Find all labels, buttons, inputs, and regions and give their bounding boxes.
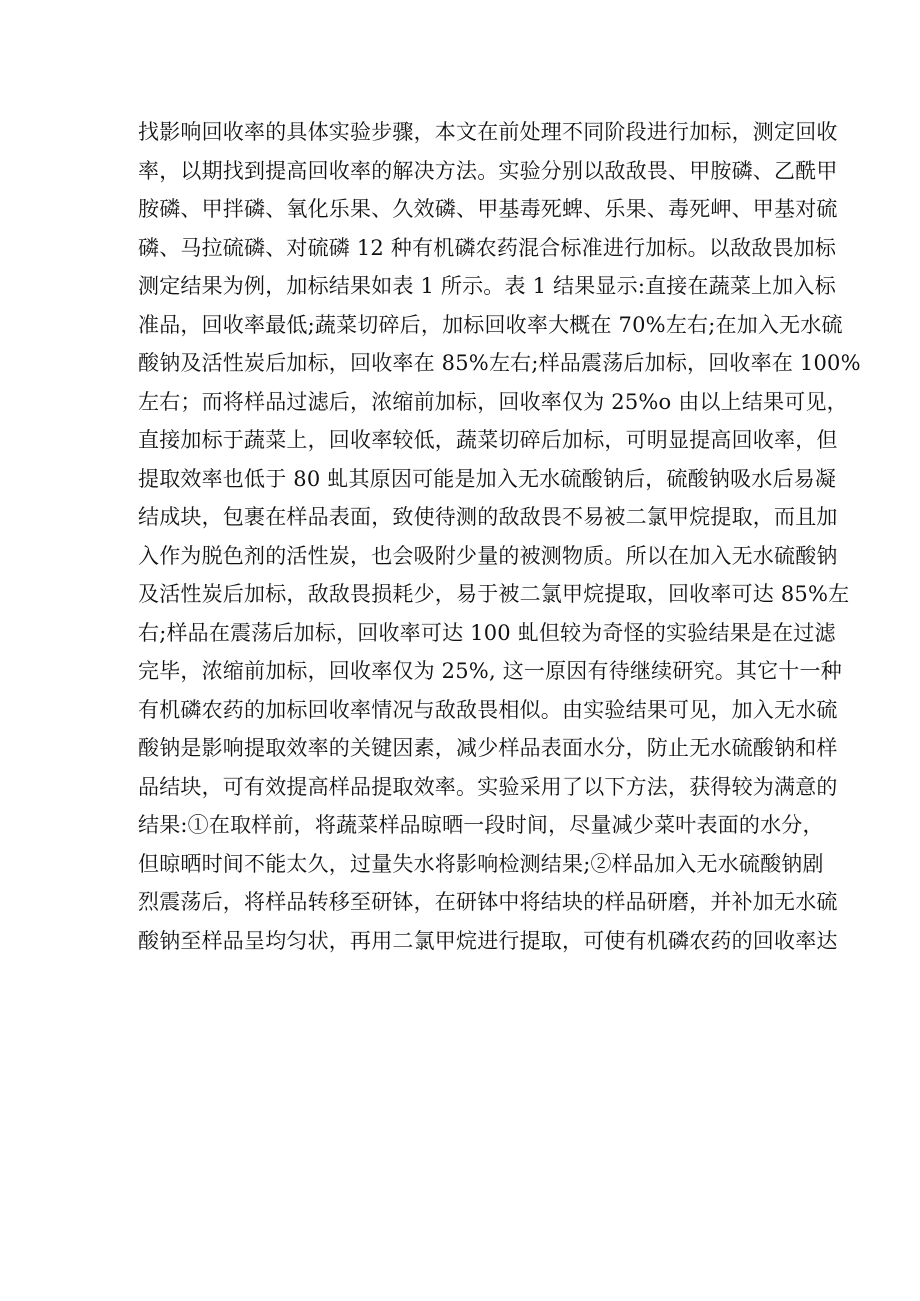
body-paragraph [138,113,861,960]
text-line: 磷、马拉硫磷、对硫磷 12 种有机磷农药混合标准进行加标。以敌敌畏加标 [138,235,837,260]
text-line: 酸钠及活性炭后加标，回收率在 85%左右;样品震荡后加标，回收率在 100% [138,351,861,375]
text-line: 及活性炭后加标，敌敌畏损耗少，易于被二氯甲烷提取，回收率可达 85%左 [138,582,850,606]
text-line: 品结块，可有效提高样品提取效率。实验采用了以下方法，获得较为满意的 [138,774,838,799]
text-line: 右;样品在震荡后加标，回收率可达 100 虬但较为奇怪的实验结果是在过滤 [138,620,836,645]
text-line: 提取效率也低于 80 虬其原因可能是加入无水硫酸钠后，硫酸钠吸水后易凝 [138,466,837,491]
text-line: 找影响回收率的具体实验步骤，本文在前处理不同阶段进行加标，测定回收 [138,120,838,144]
text-line: 完毕，浓缩前加标，回收率仅为 25%, 这一原因有待继续研究。其它十一种 [138,659,842,683]
text-line: 准品，回收率最低;蔬菜切碎后，加标回收率大概在 70%左右;在加入无水硫 [138,312,843,337]
text-line: 结果:①在取样前，将蔬菜样品晾晒一段时间，尽量减少菜叶表面的水分， [138,813,824,837]
text-line: 有机磷农药的加标回收率情况与敌敌畏相似。由实验结果可见，加入无水硫 [138,697,838,722]
text-line: 左右；而将样品过滤后，浓缩前加标，回收率仅为 25%o 由以上结果可见， [138,389,848,414]
text-line: 结成块，包裹在样品表面，致使待测的敌敌畏不易被二氯甲烷提取，而且加 [138,505,838,529]
text-line: 率，以期找到提高回收率的解决方法。实验分别以敌敌畏、甲胺磷、乙酰甲 [138,158,838,183]
text-line: 胺磷、甲拌磷、氧化乐果、久效磷、甲基毒死蜱、乐果、毒死岬、甲基对硫 [138,197,838,221]
text-line: 酸钠至样品呈均匀状，再用二氯甲烷进行提取，可使有机磷农药的回收率达 [138,928,838,953]
text-line: 酸钠是影响提取效率的关键因素，减少样品表面水分，防止无水硫酸钠和样 [138,736,838,760]
text-line: 但晾晒时间不能太久，过量失水将影响检测结果;②样品加入无水硫酸钠剧 [138,851,824,876]
text-line: 测定结果为例，加标结果如表 1 所示。表 1 结果显示:直接在蔬菜上加入标 [138,274,836,298]
text-line: 入作为脱色剂的活性炭，也会吸附少量的被测物质。所以在加入无水硫酸钠 [138,543,838,568]
text-line: 直接加标于蔬菜上，回收率较低，蔬菜切碎后加标，可明显提高回收率，但 [138,428,838,452]
text-line: 烈震荡后，将样品转移至研钵，在研钵中将结块的样品研磨，并补加无水硫 [138,890,838,914]
